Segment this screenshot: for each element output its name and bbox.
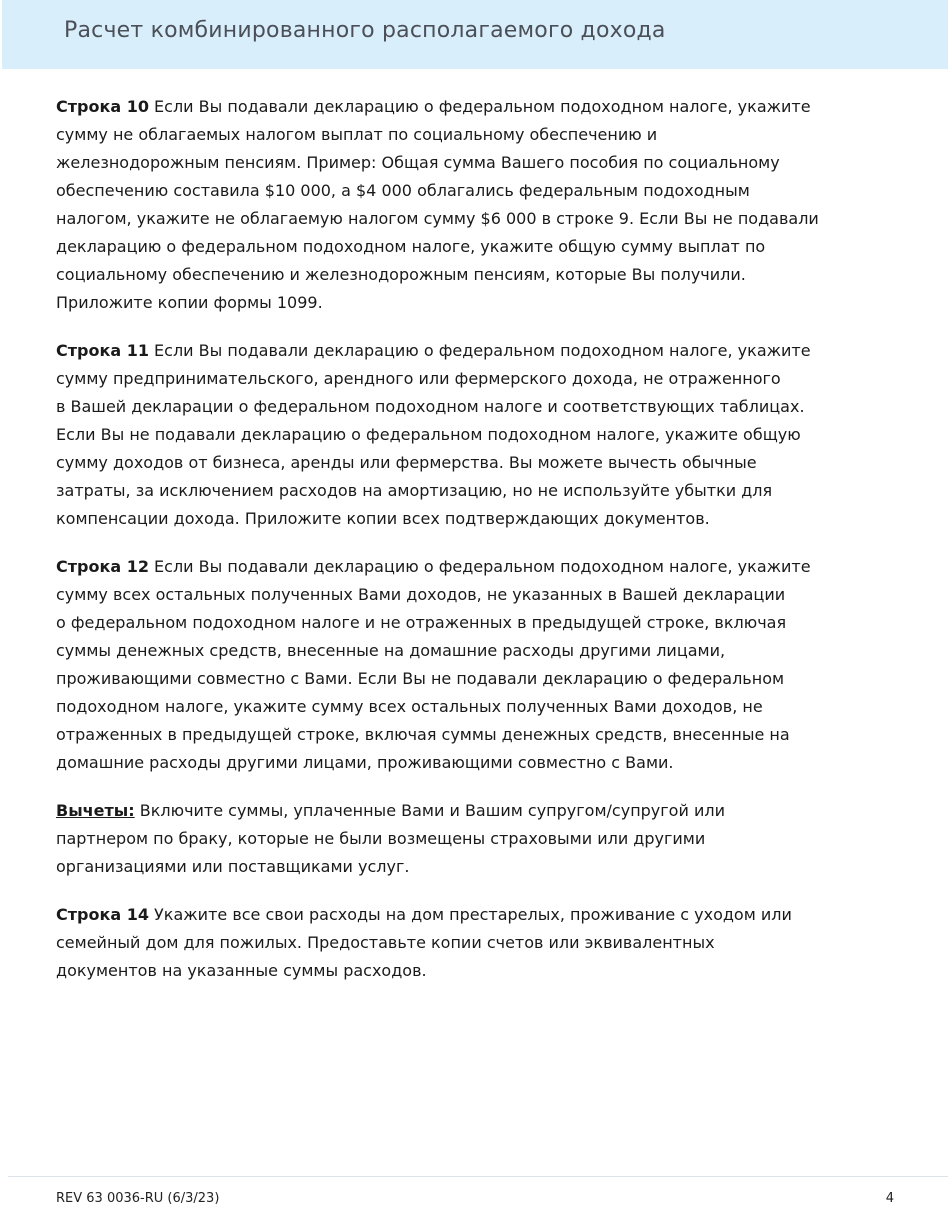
text-line: проживающими совместно с Вами. Если Вы не подавали декларацию о федеральном (56, 669, 785, 688)
text-line: Строка 12 Если Вы подавали декларацию о федеральном подоходном налоге, укажите (56, 557, 811, 576)
text-line: партнером по браку, которые не были возмещены страховыми или другими (56, 829, 706, 848)
text-line: суммы денежных средств, внесенные на домашние расходы другими лицами, (56, 641, 726, 660)
section-label: Строка 11 (56, 341, 149, 360)
section-label: Строка 14 (56, 905, 149, 924)
text-line: Строка 14 Укажите все свои расходы на дом престарелых, проживание с уходом или (56, 905, 792, 924)
text-line: подоходном налоге, укажите сумму всех остальных полученных Вами доходов, не (56, 697, 763, 716)
text-line: обеспечению составила $10 000, а $4 000 облагались федеральным подоходным (56, 181, 750, 200)
text-line: сумму предпринимательского, арендного или фермерского дохода, не отраженного (56, 369, 781, 388)
footer-divider (8, 1176, 948, 1177)
text-line: декларацию о федеральном подоходном налоге, укажите общую сумму выплат по (56, 237, 766, 256)
form-id: REV 63 0036-RU (6/3/23) (56, 1191, 220, 1206)
section-line-12 (56, 553, 896, 777)
section-label: Строка 12 (56, 557, 149, 576)
section-label: Вычеты: (56, 801, 135, 820)
text-line: домашние расходы другими лицами, проживающими совместно с Вами. (56, 753, 674, 772)
text-line: железнодорожным пенсиям. Пример: Общая сумма Вашего пособия по социальному (56, 153, 780, 172)
section-deductions (56, 797, 896, 881)
section-line-11 (56, 337, 896, 533)
text-line: компенсации дохода. Приложите копии всех подтверждающих документов. (56, 509, 710, 528)
text-line: семейный дом для пожилых. Предоставьте копии счетов или эквивалентных (56, 933, 715, 952)
text-line: сумму доходов от бизнеса, аренды или фермерства. Вы можете вычесть обычные (56, 453, 757, 472)
text-line: налогом, укажите не облагаемую налогом сумму $6 000 в строке 9. Если Вы не подавали (56, 209, 819, 228)
text-line: Вычеты: Включите суммы, уплаченные Вами и Вашим супругом/супругой или (56, 801, 725, 820)
section-line-14 (56, 901, 896, 985)
text-line: Если Вы не подавали декларацию о федеральном подоходном налоге, укажите общую (56, 425, 801, 444)
text-line: сумму не облагаемых налогом выплат по социальному обеспечению и (56, 125, 658, 144)
page-title: Расчет комбинированного располагаемого дохода (64, 18, 666, 43)
text-line: организациями или поставщиками услуг. (56, 857, 410, 876)
text-line: отраженных в предыдущей строке, включая суммы денежных средств, внесенные на (56, 725, 790, 744)
text-line: Строка 10 Если Вы подавали декларацию о федеральном подоходном налоге, укажите (56, 97, 811, 116)
text-line: в Вашей декларации о федеральном подоходном налоге и соответствующих таблицах. (56, 397, 805, 416)
text-line: Строка 11 Если Вы подавали декларацию о федеральном подоходном налоге, укажите (56, 341, 811, 360)
text-line: затраты, за исключением расходов на амортизацию, но не используйте убытки для (56, 481, 773, 500)
section-line-10 (56, 93, 896, 317)
text-line: сумму всех остальных полученных Вами доходов, не указанных в Вашей декларации (56, 585, 786, 604)
text-line: документов на указанные суммы расходов. (56, 961, 427, 980)
header-band (2, 0, 948, 69)
text-line: социальному обеспечению и железнодорожным пенсиям, которые Вы получили. (56, 265, 746, 284)
page-number: 4 (885, 1191, 894, 1206)
document-body (56, 93, 896, 1005)
section-label: Строка 10 (56, 97, 149, 116)
text-line: Приложите копии формы 1099. (56, 293, 323, 312)
text-line: о федеральном подоходном налоге и не отраженных в предыдущей строке, включая (56, 613, 787, 632)
